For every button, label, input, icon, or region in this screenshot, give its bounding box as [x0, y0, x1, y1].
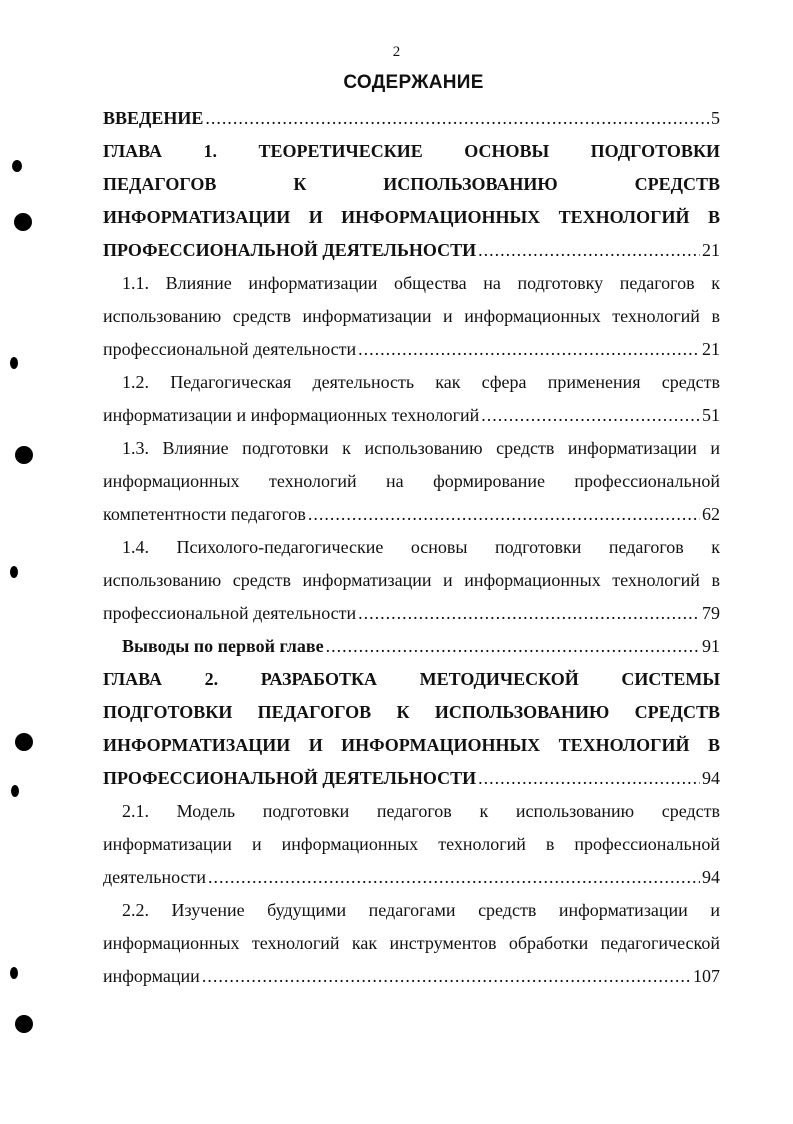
dot-leader — [478, 234, 700, 267]
punch-hole-mark — [12, 160, 22, 172]
toc-entry-summary — [103, 630, 720, 663]
punch-hole-mark — [14, 213, 32, 231]
dot-leader — [326, 630, 700, 663]
toc-page-number: 107 — [693, 966, 720, 986]
toc-page-number: 21 — [702, 339, 720, 359]
toc-entry-sub — [103, 894, 720, 993]
dot-leader — [205, 102, 709, 135]
toc-entry-line: использованию средств информатизации и информационных технологий в — [103, 570, 720, 590]
toc-entry-sub — [103, 795, 720, 894]
toc-page-number: 21 — [702, 240, 720, 260]
toc-page-number: 94 — [702, 768, 720, 788]
dot-leader — [478, 762, 700, 795]
dot-leader — [358, 333, 700, 366]
toc-page-number: 94 — [702, 867, 720, 887]
toc-entry-line: 1.3. Влияние подготовки к использованию средств информатизации и — [122, 438, 720, 458]
toc-entry-line: использованию средств информатизации и информационных технологий в — [103, 306, 720, 326]
punch-hole-mark — [10, 967, 18, 979]
toc-entry-title: ПРОФЕССИОНАЛЬНОЙ ДЕЯТЕЛЬНОСТИ — [103, 768, 477, 788]
dot-leader — [358, 597, 700, 630]
toc-entry-line: информатизации и информационных технологий в профессиональной — [103, 834, 720, 854]
toc-entry-title: деятельности — [103, 867, 207, 887]
page-number: 2 — [392, 44, 401, 60]
toc-page-number: 5 — [711, 108, 720, 128]
toc-entry-line: ПОДГОТОВКИ ПЕДАГОГОВ К ИСПОЛЬЗОВАНИЮ СРЕДСТВ — [103, 702, 720, 722]
toc-entry-title: информации — [103, 966, 200, 986]
punch-hole-mark — [15, 733, 33, 751]
punch-hole-mark — [10, 357, 18, 369]
toc-entry-line: 2.1. Модель подготовки педагогов к использованию средств — [122, 801, 720, 821]
toc-entry-line: ГЛАВА 2. РАЗРАБОТКА МЕТОДИЧЕСКОЙ СИСТЕМЫ — [103, 669, 720, 689]
toc-entry-chapter — [103, 135, 720, 267]
toc-page-number: 91 — [702, 636, 720, 656]
toc-entry-line: 2.2. Изучение будущими педагогами средств информатизации и — [122, 900, 720, 920]
toc-entry-line: 1.1. Влияние информатизации общества на подготовку педагогов к — [122, 273, 720, 293]
page-title: СОДЕРЖАНИЕ — [343, 72, 484, 93]
toc-entry-title: ВВЕДЕНИЕ — [103, 108, 204, 128]
dot-leader — [481, 399, 700, 432]
toc-entry-chapter — [103, 663, 720, 795]
toc-entry-sub — [103, 267, 720, 366]
toc-entry-sub — [103, 531, 720, 630]
toc-entry-line: ГЛАВА 1. ТЕОРЕТИЧЕСКИЕ ОСНОВЫ ПОДГОТОВКИ — [103, 141, 720, 161]
toc-page-number: 51 — [702, 405, 720, 425]
toc-entry-title: ПРОФЕССИОНАЛЬНОЙ ДЕЯТЕЛЬНОСТИ — [103, 240, 477, 260]
toc-page-number: 79 — [702, 603, 720, 623]
toc-entry-line: 1.4. Психолого-педагогические основы подготовки педагогов к — [122, 537, 720, 557]
toc-entry-line: ИНФОРМАТИЗАЦИИ И ИНФОРМАЦИОННЫХ ТЕХНОЛОГИЙ В — [103, 735, 720, 755]
punch-hole-mark — [15, 446, 33, 464]
table-of-contents — [103, 102, 720, 993]
dot-leader — [308, 498, 700, 531]
toc-entry-title: компетентности педагогов — [103, 504, 306, 524]
dot-leader — [208, 861, 700, 894]
toc-entry-intro — [103, 102, 720, 135]
punch-hole-mark — [11, 785, 19, 797]
toc-entry-line: информационных технологий на формирование профессиональной — [103, 471, 720, 491]
toc-page-number: 62 — [702, 504, 720, 524]
punch-hole-mark — [15, 1015, 33, 1033]
toc-entry-line: информационных технологий как инструментов обработки педагогической — [103, 933, 720, 953]
toc-entry-line: ПЕДАГОГОВ К ИСПОЛЬЗОВАНИЮ СРЕДСТВ — [103, 174, 720, 194]
toc-entry-title: информатизации и информационных технологий — [103, 405, 480, 425]
toc-entry-line: 1.2. Педагогическая деятельность как сфера применения средств — [122, 372, 720, 392]
toc-entry-title: профессиональной деятельности — [103, 339, 357, 359]
punch-hole-mark — [10, 566, 18, 578]
toc-entry-title: профессиональной деятельности — [103, 603, 357, 623]
toc-entry-line: ИНФОРМАТИЗАЦИИ И ИНФОРМАЦИОННЫХ ТЕХНОЛОГИЙ В — [103, 207, 720, 227]
toc-entry-title: Выводы по первой главе — [122, 636, 324, 656]
toc-entry-sub — [103, 366, 720, 432]
dot-leader — [202, 960, 691, 993]
toc-entry-sub — [103, 432, 720, 531]
